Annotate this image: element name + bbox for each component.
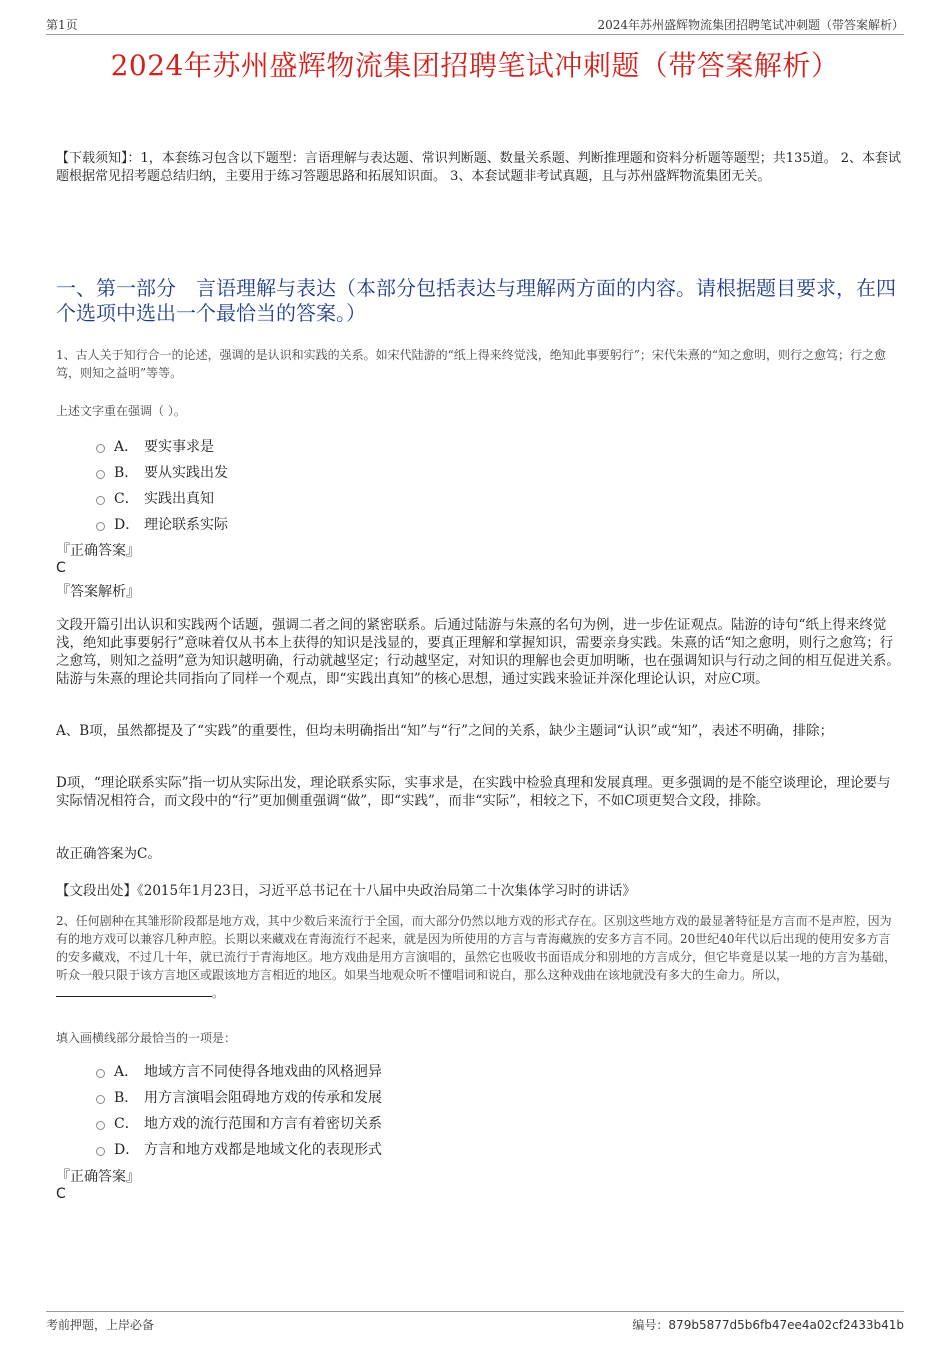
page-number: 第1页	[46, 18, 78, 32]
question-1-options	[96, 433, 228, 537]
section-title: 一、第一部分 言语理解与表达（本部分包括表达与理解两方面的内容。请根据题目要求，在四个选项中选出一个最恰当的答案。）	[56, 276, 896, 325]
page-header	[46, 14, 904, 35]
header-doc-name: 2024年苏州盛辉物流集团招聘笔试冲刺题（带答案解析）	[597, 18, 904, 32]
question-1-source: 【文段出处】《2015年1月23日，习近平总书记在十八届中央政治局第二十次集体学习时的讲话》	[56, 883, 636, 899]
radio-icon[interactable]	[96, 496, 105, 505]
question-1-analysis-para-3: D项，“理论联系实际”指一切从实际出发，理论联系实际，实事求是，在实践中检验真理和发展真理。更多强调的是不能空谈理论，理论要与实际情况相符合，而文段中的“行”更加侧重强调“做”，即“实践”，而非“实际”，相较之下，不如C项更契合文段，排除。	[56, 775, 891, 809]
question-2-option-c[interactable]: C． 地方戏的流行范围和方言有着密切关系	[96, 1110, 382, 1136]
radio-icon[interactable]	[96, 1069, 105, 1078]
radio-icon[interactable]	[96, 1095, 105, 1104]
footer-slogan: 考前押题，上岸必备	[46, 1318, 155, 1332]
question-1-option-d[interactable]: D． 理论联系实际	[96, 511, 228, 537]
radio-icon[interactable]	[96, 522, 105, 531]
question-2-answer-label: 『正确答案』	[56, 1169, 140, 1185]
radio-icon[interactable]	[96, 1121, 105, 1130]
question-2-prompt: 填入画横线部分最恰当的一项是：	[56, 1031, 237, 1045]
radio-icon[interactable]	[96, 444, 105, 453]
question-2-option-d[interactable]: D． 方言和地方戏都是地域文化的表现形式	[96, 1136, 382, 1162]
question-1-option-b[interactable]: B． 要从实践出发	[96, 459, 228, 485]
radio-icon[interactable]	[96, 1147, 105, 1156]
question-1-answer-label: 『正确答案』	[56, 543, 140, 559]
document-title: 2024年苏州盛辉物流集团招聘笔试冲刺题（带答案解析）	[110, 49, 840, 82]
question-1-prompt: 上述文字重在强调（ ）。	[56, 404, 186, 418]
question-1-text: 1、古人关于知行合一的论述，强调的是认识和实践的关系。如宋代陆游的“纸上得来终觉浅，绝知此事要躬行”；宋代朱熹的“知之愈明，则行之愈笃；行之愈笃，则知之益明”等等。	[56, 348, 887, 380]
footer-code: 编号：879b5877d5b6fb47ee4a02cf2433b41b	[632, 1318, 904, 1332]
question-2-option-b[interactable]: B． 用方言演唱会阻碍地方戏的传承和发展	[96, 1084, 382, 1110]
question-2-options	[96, 1058, 382, 1162]
question-2-text: 2、任何剧种在其雏形阶段都是地方戏，其中少数后来流行于全国，而大部分仍然以地方戏的形式存在。区别这些地方戏的最显著特征是方言而不是声腔，因为有的地方戏可以兼容几种声腔。长期以来藏戏在青海流行不起来，就是因为所使用的方言与青海藏族的安多方言不同。20世纪40年代以后出现的使用安多方言的安多藏戏，不过几十年，就已流行于青海地区。地方戏曲是用方言演唱的，虽然它也吸收书面语成分和别地的方言成分，但它毕竟是以某一地的方言为基础，听众一般只限于该方言地区或跟该地方言相近的地区。如果当地观众听不懂唱词和说白，那么这种戏曲在该地就没有多大的生命力。所以，。	[56, 914, 897, 1000]
question-2-option-a[interactable]: A． 地域方言不同使得各地戏曲的风格迥异	[96, 1058, 382, 1084]
download-notice: 【下载须知】：1，本套练习包含以下题型：言语理解与表达题、常识判断题、数量关系题、判断推理题和资料分析题等题型；共135道。 2、本套试题根据常见招考题总结归纳，主要用于练习答题思路和拓展知识面。 3、本套试题非考试真题，且与苏州盛辉物流集团无关。	[56, 151, 901, 184]
question-1-analysis-para-1: 文段开篇引出认识和实践两个话题，强调二者之间的紧密联系。后通过陆游与朱熹的名句为例，进一步佐证观点。陆游的诗句“纸上得来终觉浅，绝知此事要躬行”意味着仅从书本上获得的知识是浅显的，要真正理解和掌握知识，需要亲身实践。朱熹的话“知之愈明，则行之愈笃；行之愈笃，则知之益明”意为知识越明确，行动就越坚定；行动越坚定，对知识的理解也会更加明晰，也在强调知识与行动之间的相互促进关系。陆游与朱熹的理论共同指向了同样一个观点，即“实践出真知”的核心思想，通过实践来验证并深化理论认识，对应C项。	[56, 617, 900, 687]
page-footer	[46, 1311, 904, 1336]
question-1-analysis-para-4: 故正确答案为C。	[56, 846, 161, 862]
question-1-option-c[interactable]: C． 实践出真知	[96, 485, 228, 511]
question-2-answer: C	[56, 1186, 66, 1202]
question-1-analysis-label: 『答案解析』	[56, 584, 140, 600]
radio-icon[interactable]	[96, 470, 105, 479]
question-1-answer: C	[56, 560, 66, 576]
question-1-analysis-para-2: A、B项，虽然都提及了“实践”的重要性，但均未明确指出“知”与“行”之间的关系，缺少主题词“认识”或“知”，表述不明确，排除；	[56, 723, 834, 739]
question-1-option-a[interactable]: A． 要实事求是	[96, 433, 228, 459]
fill-in-blank	[56, 984, 212, 997]
